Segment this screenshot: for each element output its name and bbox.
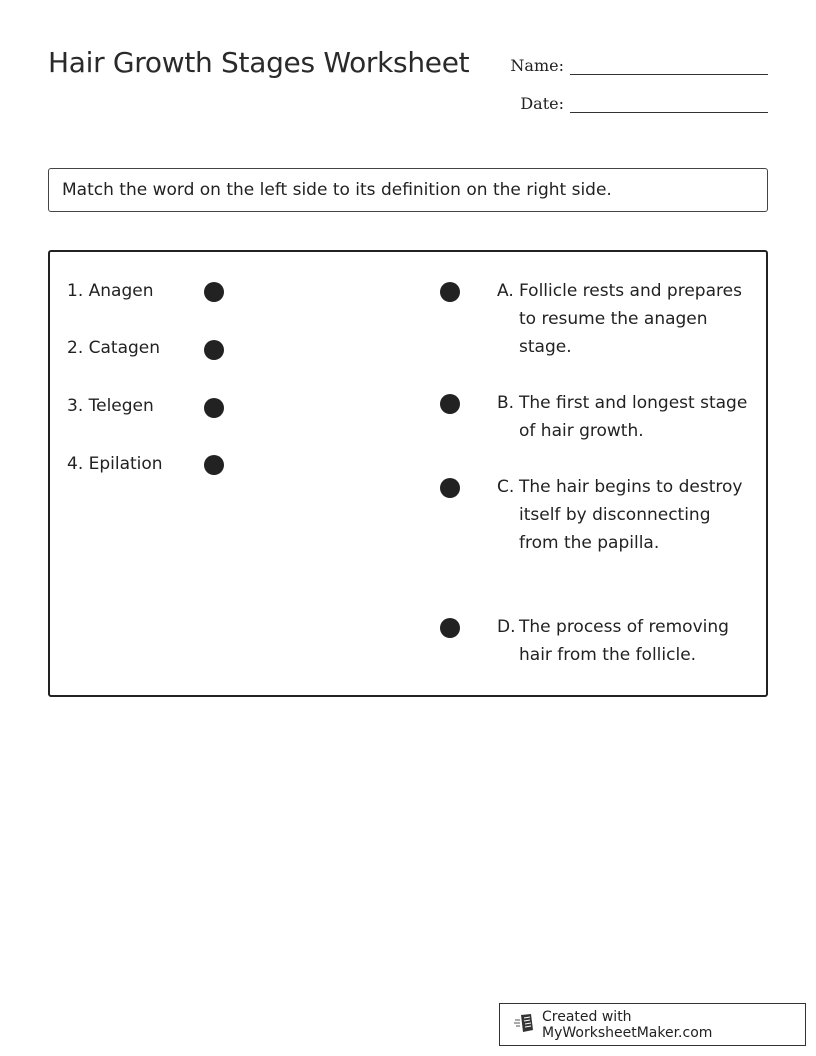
definition-letter: B. (497, 393, 515, 413)
term-item: 4. Epilation (67, 454, 163, 474)
def-dot-a[interactable] (440, 282, 460, 302)
definition-item (497, 389, 757, 445)
worksheet-logo-icon (514, 1012, 542, 1038)
name-line[interactable] (570, 55, 768, 75)
name-field (500, 55, 768, 75)
footer-badge[interactable] (499, 1003, 806, 1046)
def-dot-c[interactable] (440, 478, 460, 498)
date-line[interactable] (570, 93, 768, 113)
date-field (500, 93, 768, 113)
definition-item (497, 277, 757, 361)
term-dot-2[interactable] (204, 340, 224, 360)
instructions-box (48, 168, 768, 212)
instructions-text: Match the word on the left side to its definition on the right side. (62, 180, 612, 200)
matching-panel (48, 250, 768, 697)
date-label: Date: (520, 94, 564, 113)
footer-text: Created with MyWorksheetMaker.com (542, 1008, 713, 1041)
definition-letter: A. (497, 281, 514, 301)
def-dot-b[interactable] (440, 394, 460, 414)
definition-text: The process of removing hair from the follicle. (519, 617, 729, 665)
term-dot-3[interactable] (204, 398, 224, 418)
definition-letter: C. (497, 477, 515, 497)
page-title: Hair Growth Stages Worksheet (48, 46, 470, 79)
term-item: 1. Anagen (67, 281, 154, 301)
name-label: Name: (510, 56, 564, 75)
definition-letter: D. (497, 617, 516, 637)
definition-text: The hair begins to destroy itself by disconnecting from the papilla. (519, 477, 743, 553)
definition-item (497, 473, 757, 557)
term-item: 2. Catagen (67, 338, 161, 358)
def-dot-d[interactable] (440, 618, 460, 638)
definition-text: Follicle rests and prepares to resume the anagen stage. (519, 281, 742, 357)
term-dot-4[interactable] (204, 455, 224, 475)
term-item: 3. Telegen (67, 396, 154, 416)
term-dot-1[interactable] (204, 282, 224, 302)
definition-text: The first and longest stage of hair growth. (519, 393, 748, 441)
definition-item (497, 613, 757, 669)
